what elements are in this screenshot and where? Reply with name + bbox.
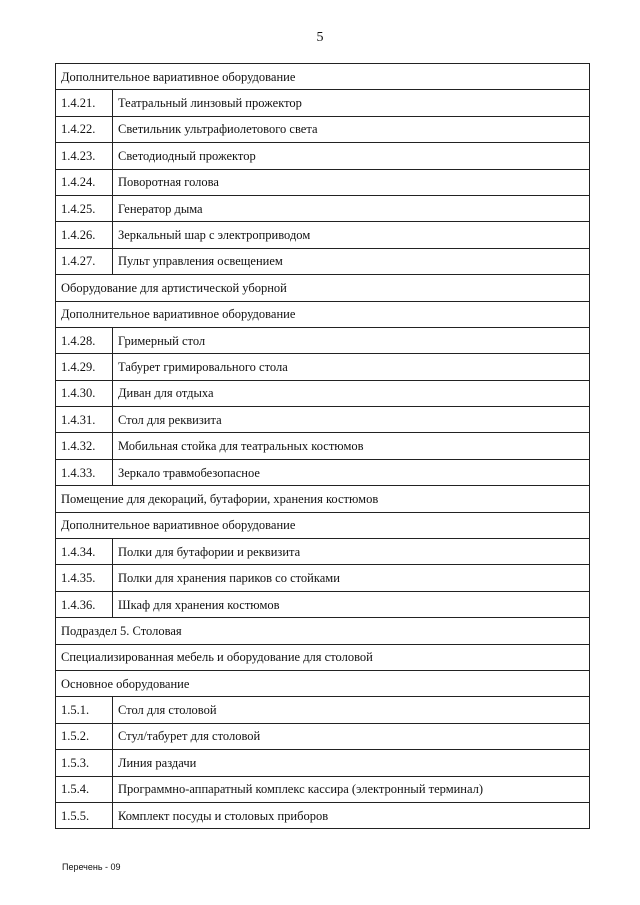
item-row <box>56 459 590 485</box>
section-row <box>56 486 590 512</box>
item-row <box>56 433 590 459</box>
item-name: Табурет гримировального стола <box>113 354 590 380</box>
item-row <box>56 116 590 142</box>
section-title: Помещение для декораций, бутафории, хранения костюмов <box>56 486 590 512</box>
item-row <box>56 802 590 828</box>
item-row <box>56 750 590 776</box>
item-name: Пульт управления освещением <box>113 248 590 274</box>
item-code: 1.4.34. <box>56 539 113 565</box>
section-title: Подраздел 5. Столовая <box>56 618 590 644</box>
section-row <box>56 512 590 538</box>
item-name: Мобильная стойка для театральных костюмов <box>113 433 590 459</box>
item-code: 1.5.5. <box>56 802 113 828</box>
item-row <box>56 195 590 221</box>
item-name: Гримерный стол <box>113 327 590 353</box>
section-row <box>56 301 590 327</box>
item-row <box>56 723 590 749</box>
item-row <box>56 169 590 195</box>
item-name: Линия раздачи <box>113 750 590 776</box>
section-row <box>56 64 590 90</box>
equipment-table-body <box>56 64 590 829</box>
item-row <box>56 776 590 802</box>
section-title: Дополнительное вариативное оборудование <box>56 64 590 90</box>
item-row <box>56 380 590 406</box>
section-row <box>56 670 590 696</box>
item-name: Зеркало травмобезопасное <box>113 459 590 485</box>
page-number: 5 <box>316 30 324 45</box>
item-row <box>56 143 590 169</box>
item-code: 1.4.27. <box>56 248 113 274</box>
item-code: 1.4.21. <box>56 90 113 116</box>
item-row <box>56 539 590 565</box>
section-title: Оборудование для артистической уборной <box>56 275 590 301</box>
item-code: 1.4.36. <box>56 591 113 617</box>
item-row <box>56 565 590 591</box>
item-code: 1.4.31. <box>56 407 113 433</box>
item-row <box>56 327 590 353</box>
item-code: 1.5.3. <box>56 750 113 776</box>
item-row <box>56 354 590 380</box>
item-row <box>56 90 590 116</box>
item-name: Шкаф для хранения костюмов <box>113 591 590 617</box>
item-row <box>56 222 590 248</box>
item-name: Стол для реквизита <box>113 407 590 433</box>
item-name: Светодиодный прожектор <box>113 143 590 169</box>
item-name: Полки для бутафории и реквизита <box>113 539 590 565</box>
section-row <box>56 644 590 670</box>
item-code: 1.4.26. <box>56 222 113 248</box>
item-name: Диван для отдыха <box>113 380 590 406</box>
item-name: Комплект посуды и столовых приборов <box>113 802 590 828</box>
item-name: Стол для столовой <box>113 697 590 723</box>
section-title: Основное оборудование <box>56 670 590 696</box>
item-name: Светильник ультрафиолетового света <box>113 116 590 142</box>
item-name: Полки для хранения париков со стойками <box>113 565 590 591</box>
item-name: Программно-аппаратный комплекс кассира (электронный терминал) <box>113 776 590 802</box>
item-name: Стул/табурет для столовой <box>113 723 590 749</box>
item-code: 1.4.24. <box>56 169 113 195</box>
section-row <box>56 618 590 644</box>
item-code: 1.5.4. <box>56 776 113 802</box>
item-row <box>56 248 590 274</box>
equipment-table <box>55 63 590 829</box>
item-code: 1.4.28. <box>56 327 113 353</box>
item-code: 1.4.35. <box>56 565 113 591</box>
item-code: 1.4.25. <box>56 195 113 221</box>
item-code: 1.4.29. <box>56 354 113 380</box>
section-title: Дополнительное вариативное оборудование <box>56 301 590 327</box>
item-code: 1.5.1. <box>56 697 113 723</box>
item-code: 1.5.2. <box>56 723 113 749</box>
item-code: 1.4.30. <box>56 380 113 406</box>
item-name: Поворотная голова <box>113 169 590 195</box>
section-row <box>56 275 590 301</box>
item-name: Зеркальный шар с электроприводом <box>113 222 590 248</box>
section-title: Дополнительное вариативное оборудование <box>56 512 590 538</box>
item-row <box>56 697 590 723</box>
item-name: Генератор дыма <box>113 195 590 221</box>
section-title: Специализированная мебель и оборудование для столовой <box>56 644 590 670</box>
item-row <box>56 591 590 617</box>
footer-label: Перечень - 09 <box>62 862 121 872</box>
item-code: 1.4.33. <box>56 459 113 485</box>
item-code: 1.4.23. <box>56 143 113 169</box>
item-row <box>56 407 590 433</box>
item-name: Театральный линзовый прожектор <box>113 90 590 116</box>
item-code: 1.4.22. <box>56 116 113 142</box>
item-code: 1.4.32. <box>56 433 113 459</box>
